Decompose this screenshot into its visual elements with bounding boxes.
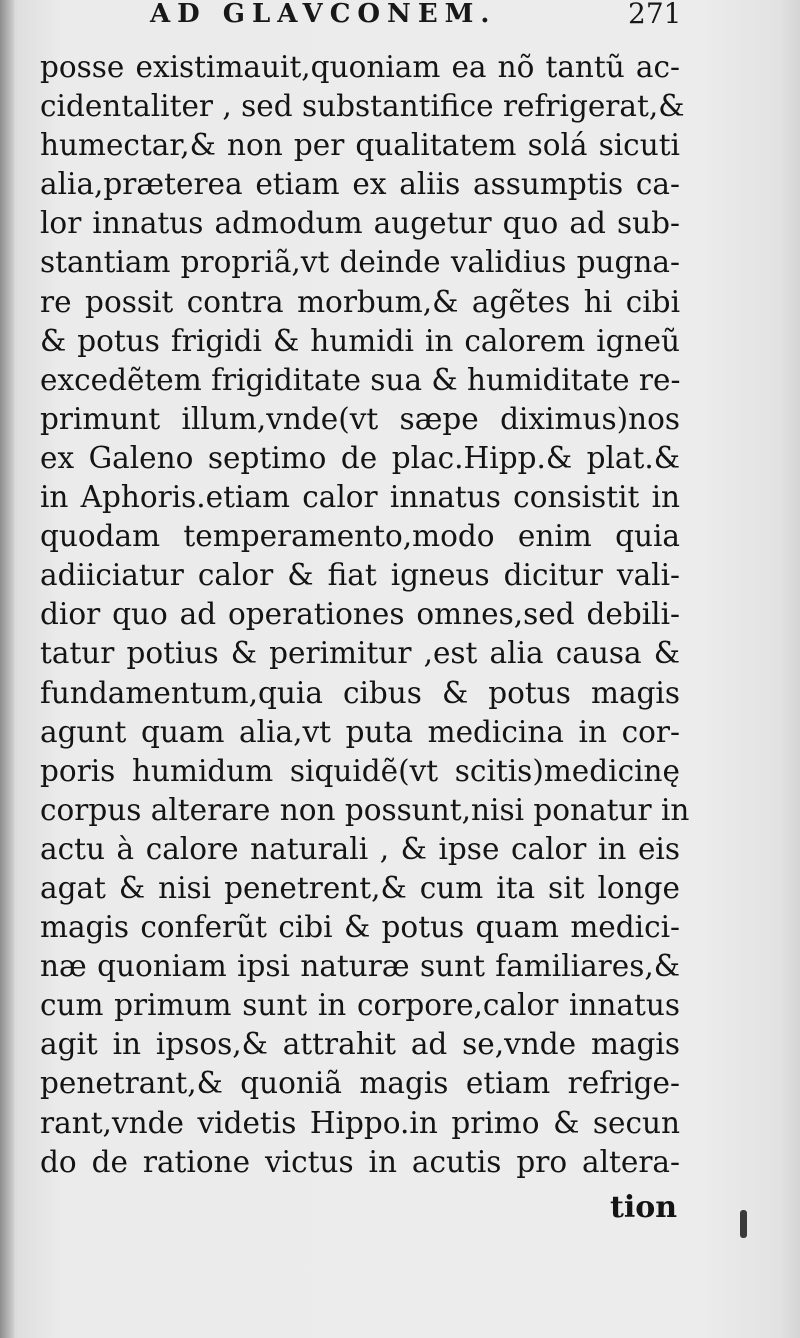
text-line: corpus alterare non possunt,nisi ponatur in	[40, 792, 690, 827]
page-number: 271	[628, 0, 682, 30]
text-line: humectar,& non per qualitatem solá sicuti	[40, 128, 680, 163]
main-text-block	[40, 48, 690, 1182]
text-line: agunt quam alia,vt puta medicina in cor-	[40, 714, 680, 749]
text-line: in Aphoris.etiam calor innatus consistit in	[40, 480, 680, 515]
page-gutter-shadow	[0, 0, 14, 1338]
text-line: ex Galeno septimo de plac.Hipp.& plat.&	[40, 440, 680, 475]
running-title: AD GLAVCONEM.	[150, 0, 497, 29]
text-line: fundamentum,quia cibus & potus magis	[40, 675, 680, 710]
text-line: agit in ipsos,& attrahit ad se,vnde magis	[40, 1027, 680, 1062]
text-line: penetrant,& quoniã magis etiam refrige-	[40, 1066, 680, 1101]
text-line: lor innatus admodum augetur quo ad sub-	[40, 206, 680, 241]
text-line: cidentaliter , sed substantifice refrigerat,&	[40, 89, 685, 124]
catchword: tion	[610, 1190, 678, 1225]
text-line: næ quoniam ipsi naturæ sunt familiares,&	[40, 949, 680, 984]
text-line: cum primum sunt in corpore,calor innatus	[40, 988, 680, 1023]
text-line: excedẽtem frigiditate sua & humiditate re-	[40, 362, 681, 397]
text-line: actu à calore naturali , & ipse calor in eis	[40, 831, 680, 866]
text-line: tatur potius & perimitur ,est alia causa &	[40, 636, 680, 671]
text-line: posse existimauit,quoniam ea nõ tantũ ac-	[40, 50, 680, 84]
ink-speck	[740, 1210, 747, 1238]
text-line: rant,vnde videtis Hippo.in primo & secun	[40, 1105, 680, 1140]
text-line: & potus frigidi & humidi in calorem igneũ	[40, 323, 680, 358]
text-line: poris humidum siquidẽ(vt scitis)medicinę	[40, 753, 680, 788]
text-line: primunt illum,vnde(vt sæpe diximus)nos	[40, 401, 680, 436]
text-line: re possit contra morbum,& agẽtes hi cibi	[40, 284, 680, 319]
text-line: adiiciatur calor & fiat igneus dicitur vali-	[40, 558, 680, 593]
text-line: agat & nisi penetrent,& cum ita sit longe	[40, 870, 680, 905]
text-line: do de ratione victus in acutis pro altera-	[40, 1144, 680, 1179]
text-line: alia,præterea etiam ex aliis assumptis ca-	[40, 167, 680, 202]
text-line: quodam temperamento,modo enim quia	[40, 519, 680, 554]
text-line: magis conferũt cibi & potus quam medici-	[40, 910, 680, 945]
text-line: stantiam propriã,vt deinde validius pugna-	[40, 245, 680, 280]
text-line: dior quo ad operationes omnes,sed debili-	[40, 597, 680, 632]
